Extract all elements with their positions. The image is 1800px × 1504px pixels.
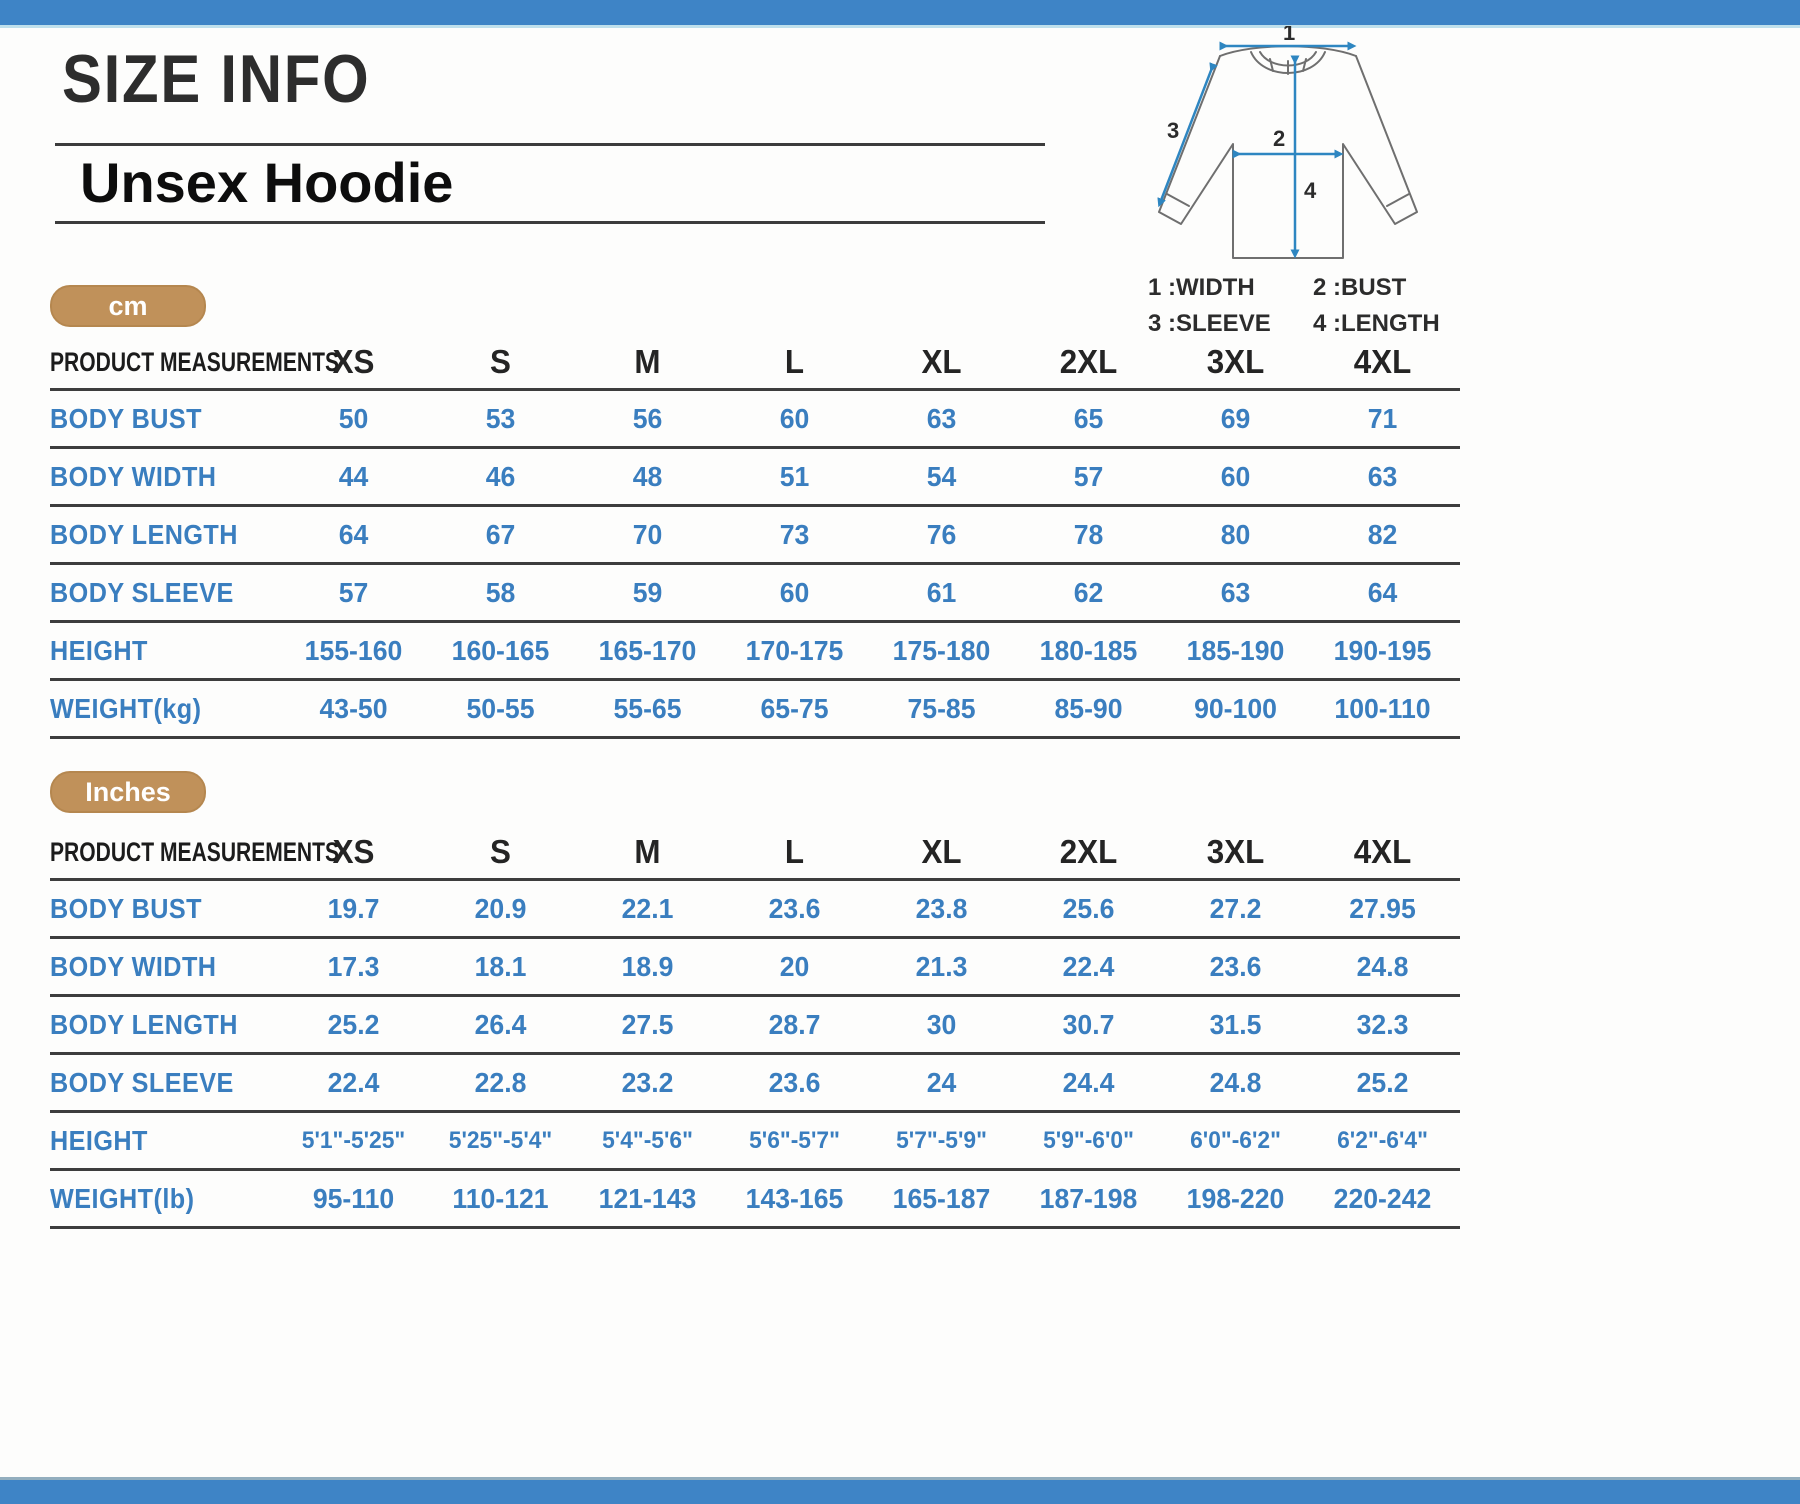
table-header-row [50, 336, 1460, 391]
table-row [50, 939, 1460, 997]
value-cell: 50-55 [466, 692, 535, 724]
value-cell: 46 [485, 460, 516, 492]
size-column-header: S [490, 833, 511, 870]
value-cell: 28.7 [768, 1008, 821, 1040]
size-column-header: XS [332, 833, 375, 870]
value-cell: 67 [485, 518, 516, 550]
value-cell: 50 [338, 402, 369, 434]
value-cell: 100-110 [1334, 692, 1431, 724]
value-cell: 51 [779, 460, 810, 492]
table-row [50, 997, 1460, 1055]
value-cell: 165-170 [598, 634, 697, 666]
page-title: SIZE INFO [62, 41, 371, 117]
value-cell: 32.3 [1356, 1008, 1409, 1040]
value-cell: 75-85 [907, 692, 976, 724]
value-cell: 58 [485, 576, 516, 608]
value-cell: 60 [779, 402, 810, 434]
size-column-header: 4XL [1353, 343, 1412, 380]
size-table-inches [50, 826, 1460, 1229]
value-cell: 17.3 [327, 950, 380, 982]
size-column-header: XS [332, 343, 375, 380]
value-cell: 5'6"-5'7" [749, 1126, 840, 1154]
value-cell: 62 [1073, 576, 1104, 608]
value-cell: 21.3 [915, 950, 968, 982]
value-cell: 64 [1367, 576, 1398, 608]
value-cell: 5'9"-6'0" [1043, 1126, 1134, 1154]
value-cell: 80 [1220, 518, 1251, 550]
table-row [50, 681, 1460, 739]
top-accent-bar [0, 0, 1800, 28]
value-cell: 6'0"-6'2" [1190, 1126, 1281, 1154]
value-cell: 82 [1367, 518, 1398, 550]
row-label: WEIGHT(kg) [50, 692, 202, 724]
value-cell: 69 [1220, 402, 1251, 434]
value-cell: 48 [632, 460, 663, 492]
value-cell: 56 [632, 402, 663, 434]
arrow-label-3: 3 [1167, 118, 1180, 143]
value-cell: 95-110 [312, 1182, 395, 1214]
legend-item-length: 4 :LENGTH [1313, 310, 1440, 337]
value-cell: 43-50 [319, 692, 388, 724]
value-cell: 25.2 [1356, 1066, 1409, 1098]
hoodie-measurement-diagram [1118, 26, 1478, 338]
product-measurements-header: PRODUCT MEASUREMENTS [50, 836, 340, 867]
size-column-header: 3XL [1206, 833, 1265, 870]
value-cell: 73 [779, 518, 810, 550]
value-cell: 175-180 [892, 634, 991, 666]
arrow-label-1: 1 [1283, 26, 1296, 45]
value-cell: 22.4 [327, 1066, 380, 1098]
value-cell: 57 [338, 576, 369, 608]
table-row [50, 623, 1460, 681]
unit-badge-inches: Inches [50, 771, 206, 813]
row-label: BODY SLEEVE [50, 576, 234, 608]
value-cell: 22.8 [474, 1066, 527, 1098]
hoodie-outline-drawing [1118, 26, 1458, 264]
size-column-header: 3XL [1206, 343, 1265, 380]
table-header-row [50, 826, 1460, 881]
size-column-header: 2XL [1059, 833, 1118, 870]
value-cell: 18.1 [474, 950, 527, 982]
size-column-header: M [634, 833, 661, 870]
row-label: HEIGHT [50, 634, 148, 666]
arrow-label-2: 2 [1273, 126, 1286, 151]
value-cell: 187-198 [1039, 1182, 1138, 1214]
size-column-header: L [784, 343, 805, 380]
legend-item-sleeve: 3 :SLEEVE [1148, 310, 1271, 337]
size-column-header: S [490, 343, 511, 380]
value-cell: 63 [1220, 576, 1251, 608]
table-row [50, 881, 1460, 939]
value-cell: 76 [926, 518, 957, 550]
value-cell: 23.8 [915, 892, 968, 924]
value-cell: 23.6 [1209, 950, 1262, 982]
value-cell: 60 [779, 576, 810, 608]
value-cell: 22.4 [1062, 950, 1115, 982]
bottom-accent-bar [0, 1477, 1800, 1504]
table-row [50, 449, 1460, 507]
table-row [50, 1055, 1460, 1113]
value-cell: 5'7"-5'9" [896, 1126, 987, 1154]
value-cell: 190-195 [1333, 634, 1432, 666]
arrow-label-4: 4 [1304, 178, 1317, 203]
value-cell: 170-175 [745, 634, 844, 666]
value-cell: 90-100 [1194, 692, 1277, 724]
product-name: Unsex Hoodie [80, 151, 454, 214]
size-column-header: XL [921, 343, 962, 380]
row-label: BODY WIDTH [50, 460, 217, 492]
value-cell: 110-121 [452, 1182, 549, 1214]
row-label: BODY BUST [50, 892, 203, 924]
legend-item-width: 1 :WIDTH [1148, 274, 1255, 301]
table-row [50, 565, 1460, 623]
value-cell: 64 [338, 518, 369, 550]
table-row [50, 1171, 1460, 1229]
value-cell: 65-75 [760, 692, 829, 724]
value-cell: 24.8 [1356, 950, 1409, 982]
value-cell: 61 [926, 576, 957, 608]
value-cell: 165-187 [892, 1182, 991, 1214]
value-cell: 30.7 [1062, 1008, 1115, 1040]
legend-item-bust: 2 :BUST [1313, 274, 1407, 301]
value-cell: 18.9 [621, 950, 674, 982]
value-cell: 63 [926, 402, 957, 434]
table-row [50, 391, 1460, 449]
size-column-header: M [634, 343, 661, 380]
value-cell: 24 [926, 1066, 957, 1098]
row-label: WEIGHT(lb) [50, 1182, 195, 1214]
row-label: HEIGHT [50, 1124, 148, 1156]
title-divider-bottom [55, 221, 1045, 224]
row-label: BODY LENGTH [50, 518, 238, 550]
value-cell: 26.4 [474, 1008, 527, 1040]
value-cell: 27.2 [1209, 892, 1262, 924]
value-cell: 198-220 [1186, 1182, 1285, 1214]
diagram-legend [1148, 274, 1478, 338]
value-cell: 59 [632, 576, 663, 608]
row-label: BODY WIDTH [50, 950, 217, 982]
value-cell: 23.2 [621, 1066, 674, 1098]
value-cell: 30 [926, 1008, 957, 1040]
size-column-header: 4XL [1353, 833, 1412, 870]
value-cell: 60 [1220, 460, 1251, 492]
row-label: BODY LENGTH [50, 1008, 238, 1040]
value-cell: 155-160 [304, 634, 403, 666]
value-cell: 5'25"-5'4" [448, 1126, 553, 1154]
product-measurements-header: PRODUCT MEASUREMENTS [50, 346, 340, 377]
value-cell: 27.5 [621, 1008, 674, 1040]
value-cell: 185-190 [1186, 634, 1285, 666]
value-cell: 55-65 [613, 692, 682, 724]
value-cell: 24.8 [1209, 1066, 1262, 1098]
value-cell: 23.6 [768, 892, 821, 924]
value-cell: 27.95 [1349, 892, 1416, 924]
value-cell: 31.5 [1209, 1008, 1262, 1040]
value-cell: 22.1 [621, 892, 674, 924]
value-cell: 54 [926, 460, 957, 492]
value-cell: 71 [1367, 402, 1398, 434]
value-cell: 160-165 [451, 634, 550, 666]
value-cell: 19.7 [327, 892, 380, 924]
row-label: BODY SLEEVE [50, 1066, 234, 1098]
value-cell: 85-90 [1054, 692, 1123, 724]
value-cell: 220-242 [1333, 1182, 1432, 1214]
value-cell: 70 [632, 518, 663, 550]
size-column-header: L [784, 833, 805, 870]
value-cell: 143-165 [745, 1182, 844, 1214]
row-label: BODY BUST [50, 402, 203, 434]
size-column-header: XL [921, 833, 962, 870]
value-cell: 5'1"-5'25" [301, 1126, 406, 1154]
table-row [50, 507, 1460, 565]
value-cell: 25.2 [327, 1008, 380, 1040]
value-cell: 65 [1073, 402, 1104, 434]
value-cell: 25.6 [1062, 892, 1115, 924]
value-cell: 44 [338, 460, 369, 492]
value-cell: 6'2"-6'4" [1337, 1126, 1428, 1154]
unit-badge-cm: cm [50, 285, 206, 327]
value-cell: 20 [779, 950, 810, 982]
value-cell: 57 [1073, 460, 1104, 492]
value-cell: 78 [1073, 518, 1104, 550]
value-cell: 24.4 [1062, 1066, 1115, 1098]
value-cell: 180-185 [1039, 634, 1138, 666]
size-column-header: 2XL [1059, 343, 1118, 380]
value-cell: 23.6 [768, 1066, 821, 1098]
value-cell: 20.9 [474, 892, 527, 924]
value-cell: 121-143 [598, 1182, 697, 1214]
value-cell: 63 [1367, 460, 1398, 492]
value-cell: 5'4"-5'6" [602, 1126, 693, 1154]
title-divider-top [55, 143, 1045, 146]
table-row [50, 1113, 1460, 1171]
value-cell: 53 [485, 402, 516, 434]
size-table-cm [50, 336, 1460, 739]
